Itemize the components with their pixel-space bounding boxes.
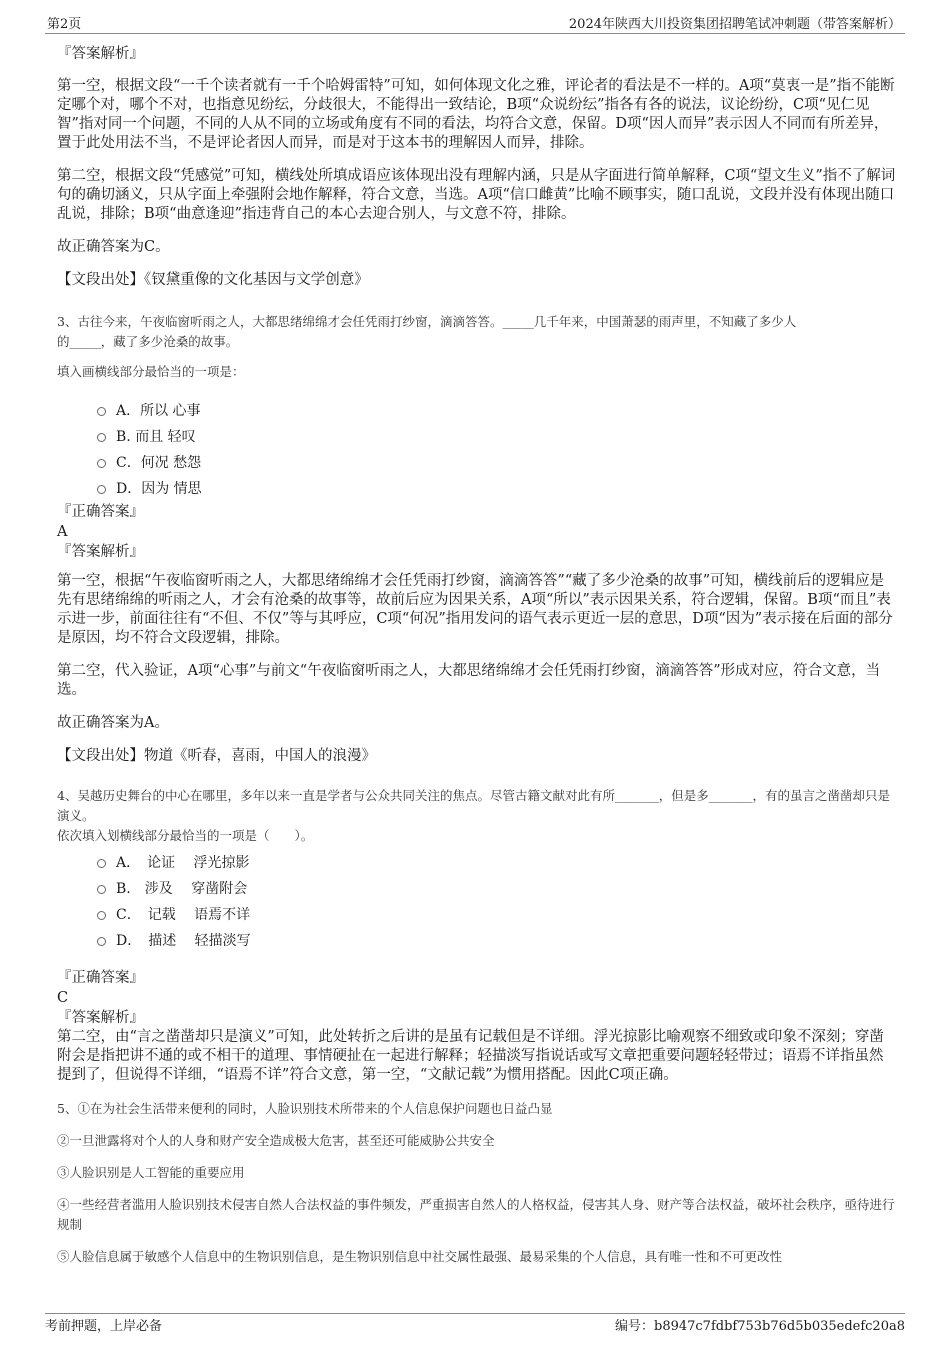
option-label: A．所以 心事	[116, 403, 201, 419]
q3-option-b[interactable]	[97, 424, 897, 450]
page-header	[45, 11, 905, 34]
document-body	[57, 44, 897, 1267]
q3-analysis-p2: 第二空，代入验证，A项“心事”与前文“午夜临窗听雨之人，大都思绪绵绵才会任凭雨打纱窗，滴滴答答”形成对应，符合文意，当选。	[57, 663, 881, 698]
q3-options	[57, 398, 897, 502]
q4-option-c[interactable]	[97, 902, 897, 928]
radio-icon[interactable]	[97, 859, 106, 868]
q3-stem-line1: 3、古往今来，午夜临窗听雨之人，大都思绪绵绵才会任凭雨打纱窗，滴滴答答。_____几千年来，中国萧瑟的雨声里，不知藏了多少人	[57, 314, 797, 329]
q4-option-d[interactable]	[97, 928, 897, 954]
q4-analysis-label: 『答案解析』	[57, 1010, 144, 1026]
option-label: C．何况 愁怨	[116, 455, 202, 471]
q2-answer: 故正确答案为C。	[57, 239, 170, 255]
q4-analysis-p1: 第二空，由“言之凿凿却只是演义”可知，此处转折之后讲的是虽有记载但是不详细。浮光掠影比喻观察不细致或印象不深刻；穿凿附会是指把讲不通的或不相干的道理、事情硬扯在一起进行解释；轻描淡写指说话或写文章把重要问题轻轻带过；语焉不详指虽然提到了，但说得不详细，“语焉不详”符合文意，第一空，“文献记载”为惯用搭配。因此C项正确。	[57, 1029, 884, 1083]
q4-correct-answer: C	[57, 990, 69, 1006]
q4-option-a[interactable]	[97, 850, 897, 876]
radio-icon[interactable]	[97, 911, 106, 920]
q4-stem: 4、吴越历史舞台的中心在哪里，多年以来一直是学者与公众共同关注的焦点。尽管古籍文献对此有所_______，但是多_______，有的虽言之凿凿却只是演义。	[57, 788, 890, 823]
option-label: B. 涉及 穿凿附会	[116, 881, 248, 897]
page-footer	[45, 1313, 905, 1334]
q4-correct-label: 『正确答案』	[57, 970, 144, 986]
q3-correct-answer: A	[57, 524, 68, 540]
q5-sentence-4: ④一些经营者滥用人脸识别技术侵害自然人合法权益的事件频发，严重损害自然人的人格权益，侵害其人身、财产等合法权益，破坏社会秩序，亟待进行规制	[57, 1197, 895, 1232]
option-label: C． 记载 语焉不详	[116, 907, 251, 923]
footer-slogan: 考前押题，上岸必备	[45, 1319, 163, 1334]
radio-icon[interactable]	[97, 485, 106, 494]
q3-answer: 故正确答案为A。	[57, 715, 169, 731]
q3-analysis-label: 『答案解析』	[57, 544, 144, 560]
q5-sentence-2: ②一旦泄露将对个人的人身和财产安全造成极大危害，甚至还可能威胁公共安全	[57, 1133, 495, 1148]
radio-icon[interactable]	[97, 885, 106, 894]
q3-option-a[interactable]	[97, 398, 897, 424]
radio-icon[interactable]	[97, 407, 106, 416]
q2-source: 【文段出处】《钗黛重像的文化基因与文学创意》	[57, 272, 369, 288]
q4-prompt: 依次填入划横线部分最恰当的一项是（ ）。	[57, 828, 314, 843]
option-label: A． 论证 浮光掠影	[116, 855, 250, 871]
q5-sentence-3: ③人脸识别是人工智能的重要应用	[57, 1165, 245, 1180]
q5-sentence-5: ⑤人脸信息属于敏感个人信息中的生物识别信息，是生物识别信息中社交属性最强、最易采集的个人信息，具有唯一性和不可更改性	[57, 1249, 783, 1264]
q3-stem-line2: 的_____，藏了多少沧桑的故事。	[57, 334, 239, 349]
q4-options	[57, 850, 897, 954]
document-title: 2024年陕西大川投资集团招聘笔试冲刺题（带答案解析）	[568, 17, 901, 32]
radio-icon[interactable]	[97, 459, 106, 468]
q5-sentence-1: 5、①在为社会生活带来便利的同时，人脸识别技术所带来的个人信息保护问题也日益凸显	[57, 1101, 553, 1116]
q4-option-b[interactable]	[97, 876, 897, 902]
q2-analysis-p2: 第二空，根据文段“凭感觉”可知，横线处所填成语应该体现出没有理解内涵，只是从字面进行简单解释，C项“望文生义”指不了解词句的确切涵义，只从字面上牵强附会地作解释，符合文意，当选。A项“信口雌黄”比喻不顾事实，随口乱说，文段并没有体现出随口乱说，排除；B项“曲意逢迎”指违背自己的本心去迎合别人，与文意不符，排除。	[57, 168, 896, 222]
radio-icon[interactable]	[97, 937, 106, 946]
q3-prompt: 填入画横线部分最恰当的一项是：	[57, 364, 245, 379]
option-label: D． 描述 轻描淡写	[116, 933, 251, 949]
radio-icon[interactable]	[97, 433, 106, 442]
q3-source: 【文段出处】物道《听春，喜雨，中国人的浪漫》	[57, 748, 376, 764]
footer-serial: 编号：b8947c7fdbf753b76d5b035edefc20a8	[615, 1319, 905, 1334]
q3-correct-label: 『正确答案』	[57, 504, 144, 520]
q2-analysis-label: 『答案解析』	[57, 46, 144, 62]
option-label: D．因为 情思	[116, 481, 202, 497]
q3-option-d[interactable]	[97, 476, 897, 502]
page-number: 第2页	[47, 17, 82, 32]
q3-analysis-p1: 第一空，根据“午夜临窗听雨之人，大都思绪绵绵才会任凭雨打纱窗，滴滴答答”“藏了多少沧桑的故事”可知，横线前后的逻辑应是先有思绪绵绵的听雨之人，才会有沧桑的故事等，故前后应为因果关系，A项“所以”表示因果关系，符合逻辑，保留。B项“而且”表示进一步，前面往往有“不但、不仅”等与其呼应，C项“何况”指用发问的语气表示更近一层的意思，D项“因为”表示接在后面的部分是原因，均不符合文段逻辑，排除。	[57, 573, 893, 646]
option-label: B. 而且 轻叹	[116, 429, 196, 445]
q2-analysis-p1: 第一空，根据文段“一千个读者就有一千个哈姆雷特”可知，如何体现文化之雅，评论者的看法是不一样的。A项“莫衷一是”指不能断定哪个对，哪个不对，也指意见纷纭，分歧很大，不能得出一致结论，B项“众说纷纭”指各有各的说法，议论纷纷，C项“见仁见智”指对同一个问题，不同的人从不同的立场或角度有不同的看法，均符合文意，保留。D项“因人而异”表示因人不同而有所差异，置于此处用法不当，不是评论者因人而异，而是对于这本书的理解因人而异，排除。	[57, 78, 895, 151]
q3-option-c[interactable]	[97, 450, 897, 476]
